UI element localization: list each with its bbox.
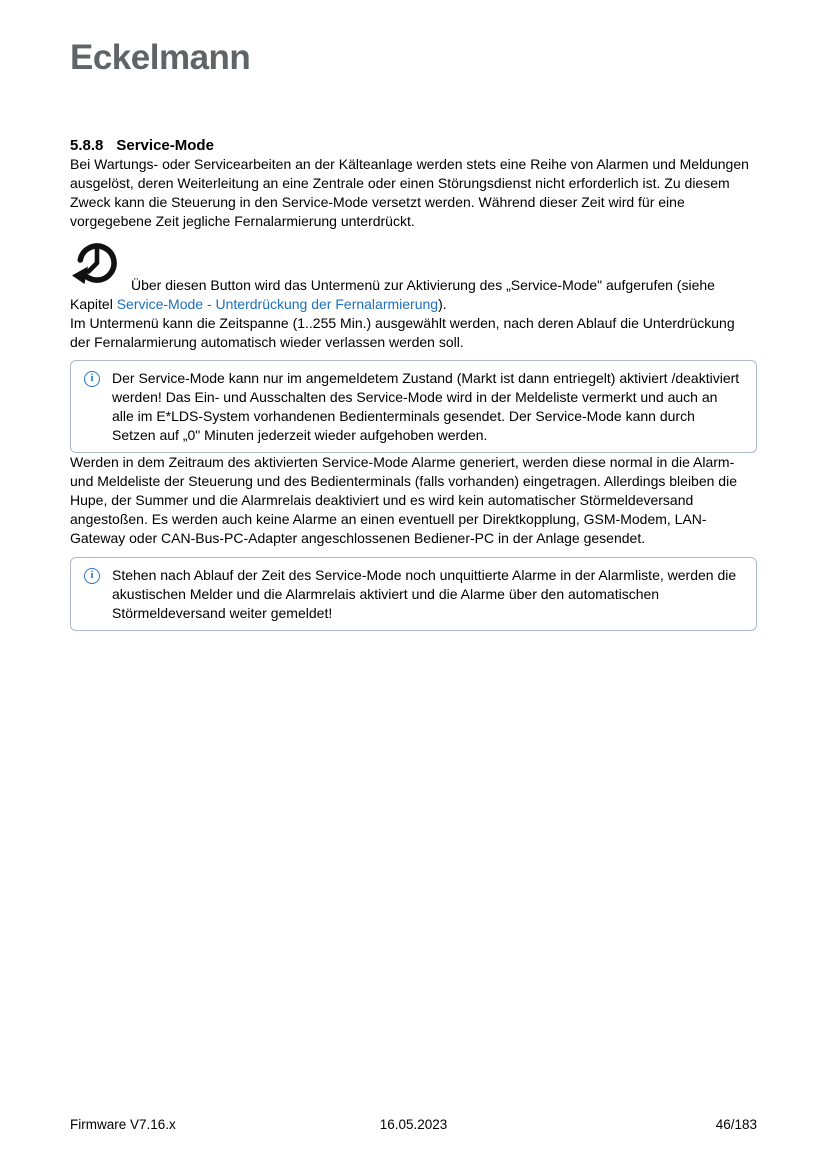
section-title: Service-Mode xyxy=(116,137,214,154)
after-link-text: ). xyxy=(438,296,447,312)
button-description-text: Über diesen Button wird das Untermenü zur Aktivierung des „Service-Mode" aufgerufen (siehe Kapitel xyxy=(70,277,715,312)
info-box-service-mode-activation xyxy=(70,360,757,453)
chapter-link[interactable]: Service-Mode - Unterdrückung der Fernalarmierung xyxy=(116,296,439,312)
info-box-unacknowledged-alarms xyxy=(70,557,757,631)
submenu-description-text: Im Untermenü kann die Zeitspanne (1..255 Min.) ausgewählt werden, nach deren Ablauf die Unterdrückung der Fernalarmierung automatisch wieder verlassen werden soll. xyxy=(70,315,735,350)
paragraph-intro: Bei Wartungs- oder Servicearbeiten an der Kälteanlage werden stets eine Reihe von Alarmen und Meldungen ausgelöst, deren Weiterleitung an eine Zentrale oder einen Störungsdienst nicht erforderlich ist. Zu diesem Zweck kann die Steuerung in den Service-Mode versetzt werden. Während dieser Zeit wird für eine vorgegebene Zeit jegliche Fernalarmierung unterdrückt. xyxy=(70,156,749,229)
paragraph-service-button xyxy=(70,236,757,352)
info-box-text: Stehen nach Ablauf der Zeit des Service-Mode noch unquittierte Alarme in der Alarmliste, werden die akustischen Melder und die Alarmrelais aktiviert und die Alarme über den automatischen Störmeldeversand weiter gemeldet! xyxy=(112,567,737,621)
footer-page-number: 46/183 xyxy=(715,1117,757,1132)
footer-firmware-version: Firmware V7.16.x xyxy=(70,1117,176,1132)
info-icon: i xyxy=(84,371,100,387)
page-footer xyxy=(70,1116,757,1133)
section-number: 5.8.8 xyxy=(70,137,104,154)
info-icon: i xyxy=(84,568,100,584)
info-box-text: Der Service-Mode kann nur im angemeldetem Zustand (Markt ist dann entriegelt) aktiviert /deaktiviert werden! Das Ein- und Ausschalten des Service-Mode wird in der Meldeliste vermerkt und auch an alle im E*LDS-System vorhandenen Bedienterminals gesendet. Der Service-Mode kann durch Setzen auf „0" Minuten jederzeit wieder aufgehoben werden. xyxy=(112,370,740,443)
section-heading xyxy=(70,136,757,155)
service-mode-clock-arrow-icon xyxy=(70,236,122,292)
paragraph-alarm-behavior: Werden in dem Zeitraum des aktivierten Service-Mode Alarme generiert, werden diese normal in die Alarm- und Meldeliste der Steuerung und des Bedienterminals (falls vorhanden) eingetragen. Allerdings bleiben die Hupe, der Summer und die Alarmrelais deaktiviert und es wird kein automatischer Störmeldeversand angestoßen. Es werden auch keine Alarme an einen eventuell per Direktkopplung, GSM-Modem, LAN-Gateway oder CAN-Bus-PC-Adapter angeschlossenen Bediener-PC in der Anlage gesendet. xyxy=(70,454,737,546)
footer-date: 16.05.2023 xyxy=(379,1117,448,1132)
page-content xyxy=(70,0,757,631)
company-logo: Eckelmann xyxy=(70,38,251,77)
